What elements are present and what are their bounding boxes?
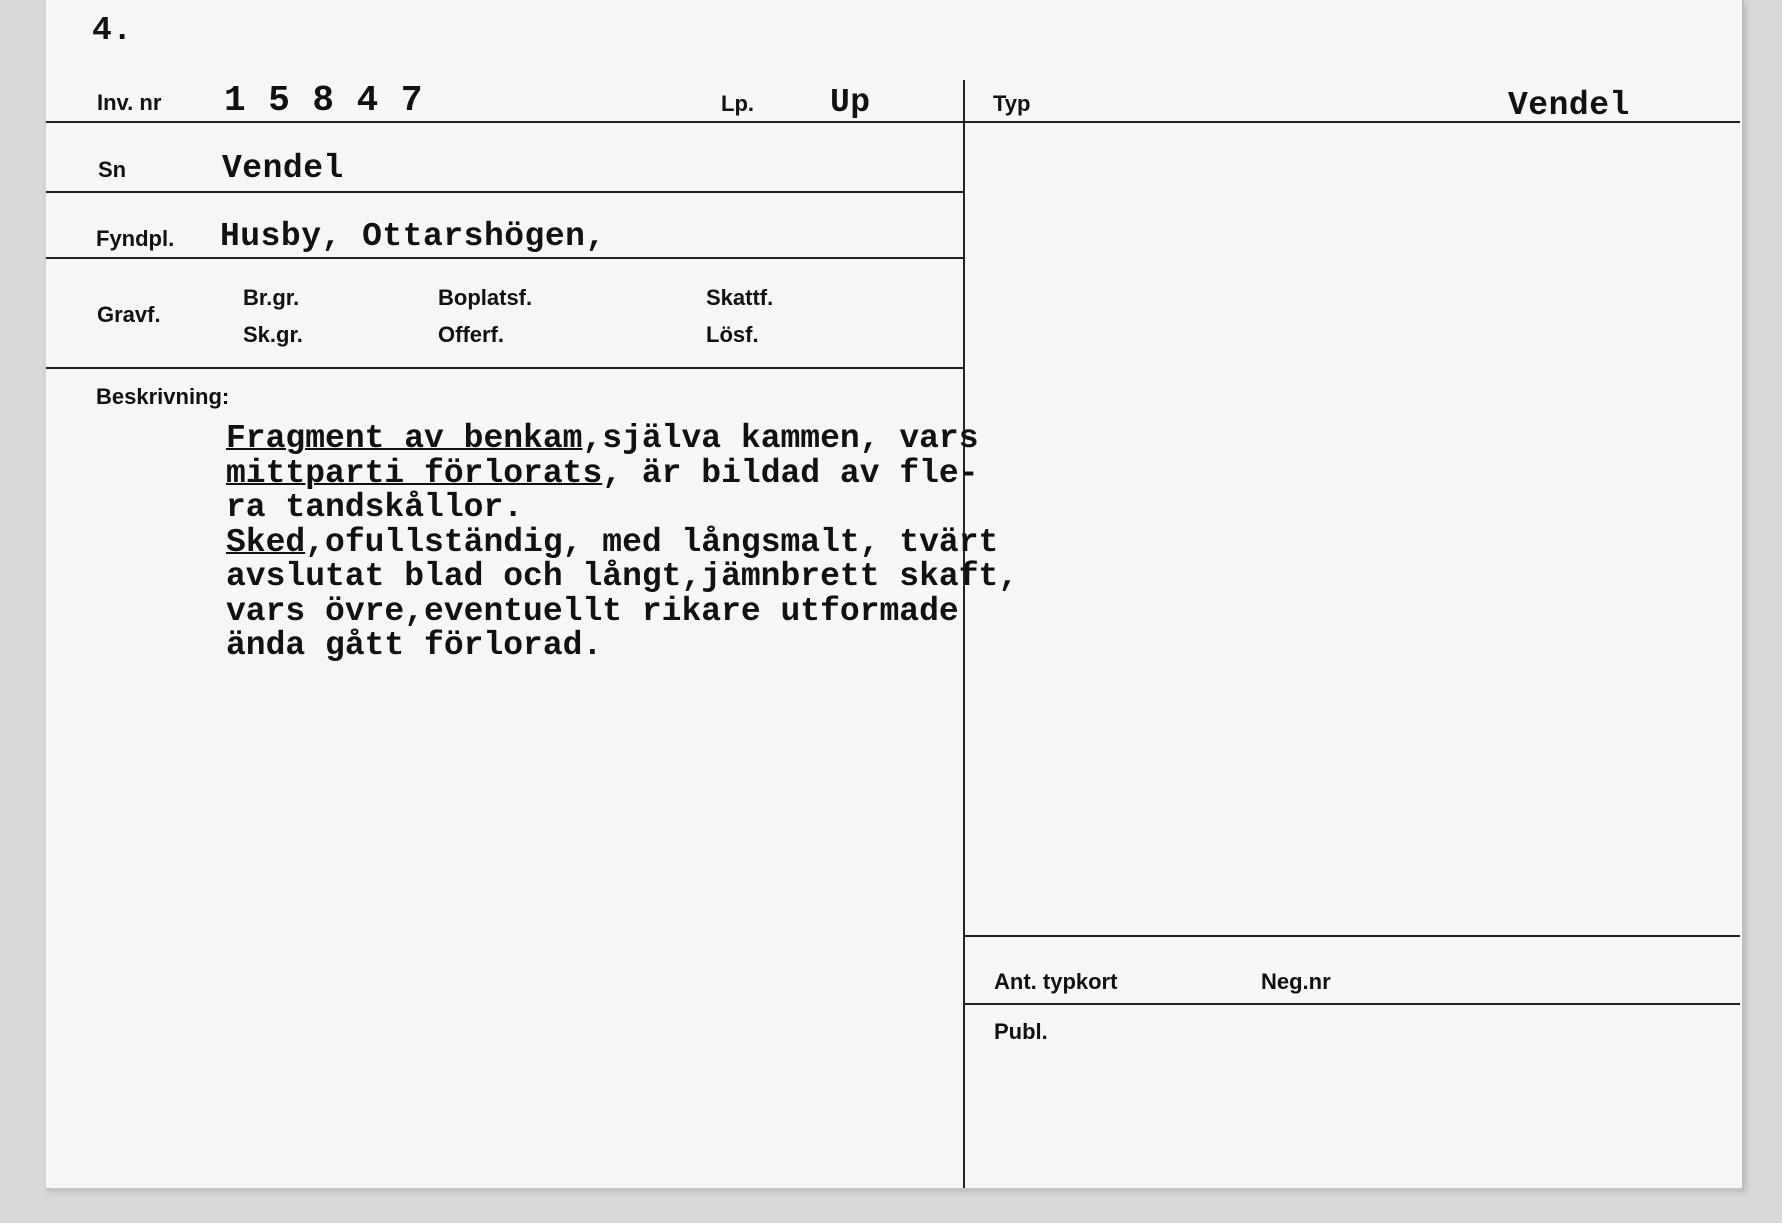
skgr-label: Sk.gr. [243, 322, 303, 347]
desc-line3: ra tandskållor. [226, 489, 524, 526]
brgr-label: Br.gr. [243, 285, 300, 310]
desc-line1-underlined: Fragment av benkam [226, 420, 583, 457]
header-rule [46, 121, 1740, 123]
inv-nr-value: 1 5 8 4 7 [224, 80, 423, 121]
fyndpl-rule [46, 257, 963, 259]
neg-nr-label: Neg.nr [1261, 969, 1331, 994]
beskrivning-label: Beskrivning: [96, 384, 230, 409]
typ-label: Typ [993, 91, 1031, 116]
desc-line4-rest: ,ofullständig, med långsmalt, tvärt [305, 523, 999, 561]
offerf-label: Offerf. [438, 322, 504, 347]
fyndpl-label: Fyndpl. [96, 226, 175, 251]
typkort-bottom-rule [965, 1003, 1740, 1005]
catalog-card [46, 0, 1744, 1190]
inv-nr-label: Inv. nr [97, 90, 162, 115]
publ-label: Publ. [994, 1019, 1048, 1044]
desc-line2-underlined: mittparti förlorats [226, 454, 603, 492]
description-text [226, 422, 1086, 664]
typkort-top-rule [965, 935, 1740, 937]
skattf-label: Skattf. [706, 285, 774, 310]
gravf-label: Gravf. [97, 302, 161, 327]
typ-value: Vendel [1508, 87, 1630, 124]
card-number: 4. [92, 12, 133, 49]
desc-line5: avslutat blad och långt,jämnbrett skaft, [226, 558, 1019, 595]
gravf-rule [46, 367, 963, 369]
lp-label: Lp. [721, 91, 754, 116]
desc-line2-rest: , är bildad av fle- [602, 454, 979, 492]
fyndpl-value: Husby, Ottarshögen, [220, 218, 606, 255]
sn-label: Sn [98, 157, 127, 182]
sn-value: Vendel [222, 150, 344, 187]
lp-value: Up [830, 84, 871, 121]
sn-rule [46, 191, 963, 193]
desc-line4-underlined: Sked [226, 523, 306, 561]
desc-line1-rest: ,själva kammen, vars [582, 420, 979, 457]
desc-line6: vars övre,eventuellt rikare utformade [226, 592, 959, 630]
desc-line7: ända gått förlorad. [226, 627, 603, 664]
losf-label: Lösf. [706, 322, 759, 347]
ant-typkort-label: Ant. typkort [994, 969, 1118, 994]
boplatsf-label: Boplatsf. [438, 285, 533, 310]
